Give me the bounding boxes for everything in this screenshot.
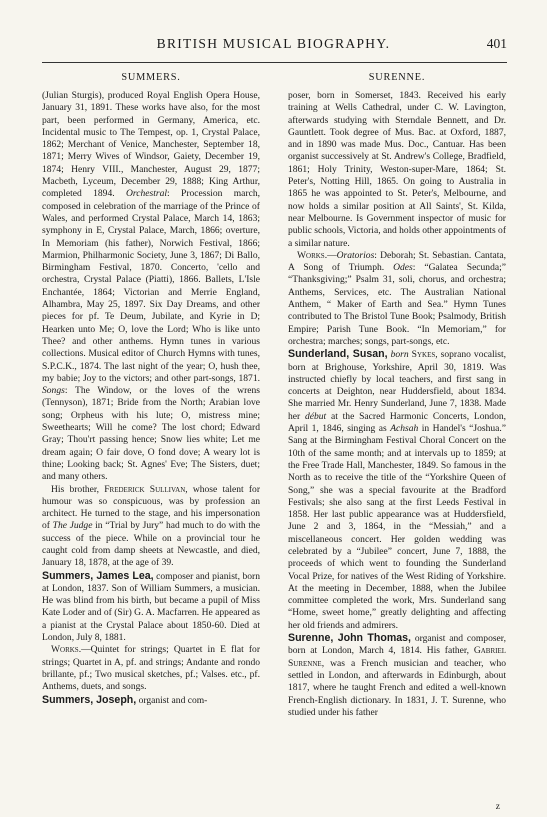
headword-surenne-john-thomas: Surenne, John Thomas, xyxy=(288,632,411,645)
signature-mark: z xyxy=(495,802,500,812)
text-run: : Procession march, composed in celebration of the marriage of the Prince of Wales, and performed Crystal Palace, March 14, 1863; symphony in E, Crystal Palace, March, 1866; overture, In Memoriam (his father), Norwich Festival, 1866; Marmion, Philharmonic Society, June 3, 1867; Di Ballo, Birmingham Festival, 1870. Concerto, 'cello and orchestra, Crystal Palace (Piatti), 1866. Ballets, L'Isle Enchantée, 1864; Victorian and Merrie England, Alhambra, May 25, 1897. Six Day Dreams, and other pieces for pf. Te Deum, Jubilate, and Kyrie in D; Hearken unto Me; O, love the Lord; Who is like unto Thee? and other anthems. Hymn tunes in various collections. Musical editor of Church Hymns with tunes, S.P.C.K., 1874. The last night of the year; O, hush thee, my babie; Joy to the victors; and other part-songs, 1871. xyxy=(42,188,260,384)
entry-sunderland-susan xyxy=(288,348,506,632)
left-column-heading: SUMMERS. xyxy=(121,72,181,83)
text-run: , soprano vocalist, born at Brighouse, Yorkshire, April 30, 1819. Was instructed chiefly by local teachers, and first sang in concerts at Deighton, near Huddersfield, about 1834. She married Mr. Henry Sunderland, June 7, 1838. Made her xyxy=(288,349,506,422)
sykes-name: Sykes xyxy=(411,349,436,361)
text-run: : The Window, or the loves of the wrens (Tennyson), 1871; Bride from the North; Arabian love song; Orpheus with his lute; O, mistress mine; Sweethearts; Will he come? The lost chord; Edward Gray; Thou'rt passing hence; Snow lies white; Let me dream again; O fair dove, O fond dove; A weary lot is thine; Looking back; St. Agnes' Eve; The Sisters, duet; and many others. xyxy=(42,385,260,483)
summers-continued-paragraph xyxy=(42,90,260,484)
right-column xyxy=(288,71,506,719)
headword-sunderland-susan: Sunderland, Susan, xyxy=(288,348,388,361)
right-column-heading: SURENNE. xyxy=(368,72,426,83)
achsah-role: Achsah xyxy=(390,423,419,435)
page-number: 401 xyxy=(486,36,507,51)
entry-text: composer and pianist, born at London, 1837. Son of William Summers, a musician. He was blind from his birth, but became a pupil of Miss Kate Loder and of (Sir) G. A. Macfarren. He appeared as a pianist at the Crystal Palace about 1850-60. Died at London, July 8, 1881. xyxy=(42,570,261,644)
works-text: .—Quintet for strings; Quartet in E flat for strings; Quartet in A, pf. and strings; Andante and rondo brillante, pf.; Two musical sketches, pf.; Valses. etc., pf. Anthems, duets, and songs. xyxy=(42,644,260,693)
works-label: Works xyxy=(51,644,79,656)
text-run: .— xyxy=(324,249,337,261)
orchestral-label: Orchestral xyxy=(125,188,167,200)
songs-label: Songs xyxy=(42,385,65,397)
debut-word: début xyxy=(304,410,327,422)
entry-summers-james-lea xyxy=(42,570,260,645)
summers-joseph-continued xyxy=(288,90,506,250)
text-run: organist and composer, born at London, March 4, 1814. His father, xyxy=(288,633,506,657)
entry-surenne-john-thomas xyxy=(288,632,506,719)
works-label: Works xyxy=(297,249,325,261)
text-run: : “Galatea Secunda;” “Thanksgiving;” Psalm 31, soli, chorus, and orchestra; Anthems, Services, etc. The Australian National Anthem, “ Maker of Earth and Sea.” Hymn Tunes contributed to The Bristol Tune Book; Psalmody, British Empire; Parish Tune Book. “In Memoriam,” for orchestra; marches; songs, part-songs, etc. xyxy=(288,262,506,347)
text-run: poser, born in Somerset, 1843. Received his early training at Wells Cathedral, under C. W. Lavington, afterwards studying with Sterndale Bennett, and Dr. Gauntlett. Took degree of Mus. Bac. at Oxford, 1887, and in 1890 was made Mus. Doc., Cantuar. Has been organist successively at St. Andrew's College, Bradfield, 1861; Holy Trinity, Weston-super-Mare, 1864; St. Peter's, Notting Hill, 1865. On going to Australia in 1865 he was appointed to St. Peter's, Melbourne, and now holds a similar position at All Saints', St. Kilda, near Melbourne. Is Government inspector of music for public schools, Victoria, and holds other appointments of a similar nature. xyxy=(288,90,506,249)
entry-summers-joseph xyxy=(42,694,260,707)
headword-summers-joseph: Summers, Joseph, xyxy=(42,693,137,706)
text-run: at the Sacred Harmonic Concerts, London, April 1, 1846, singing as xyxy=(288,410,507,435)
oratorios-label: Oratorios xyxy=(336,249,375,261)
running-title: BRITISH MUSICAL BIOGRAPHY. xyxy=(156,36,391,51)
headword-summers-james-lea: Summers, James Lea, xyxy=(42,569,154,582)
text-run: , was a French musician and teacher, who settled in London, and afterwards in Edinburgh, about 1817, where he taught French and edited a well-known French-English dictionary. In 1831, J. T. Surenne, who studied under his father xyxy=(288,657,506,718)
frederick-sullivan-paragraph xyxy=(42,484,260,570)
the-judge-role: The Judge xyxy=(52,520,93,532)
text-run: in “Trial by Jury” had much to do with the success of the piece. While on a provincial tour he caught cold from damp sheets at Newcastle, and died, January 18, 1878, at the age of 39. xyxy=(42,520,260,569)
summers-james-lea-works xyxy=(42,644,260,693)
text-run: in Handel's “Joshua.” Sang at the Birmingham Festival Choral Concert on the 10th of the same month; and at intervals up to 1859; at the Free Trade Hall, Manchester, 1849. So famous in the North as to receive the title of the “Yorkshire Queen of Song,” she was a special favourite at the Bradford Festivals; she also sang at the first Leeds Festival in 1858. Her last public appearance was at Huddersfield, June 2 and 3, 1864, in the “Messiah,” and a miscellaneous concert. Her golden wedding was celebrated by a “Jubilee” concert, June 7, 1888, the proceeds of which went to founding the Sunderland Vocal Prize, for natives of the West Riding of Yorkshire. At the meeting in December, 1888, when the Jubilee committee completed the work, Mrs. Sunderland sang “Home, sweet home,” greatly delighting and affecting her old friends and admirers. xyxy=(288,423,506,631)
born-label: born xyxy=(390,349,409,361)
gabriel-surenne-name: Gabriel Surenne xyxy=(288,645,506,669)
text-run: : Deborah; St. Sebastian. Cantata, A Song of Triumph. xyxy=(288,249,506,274)
odes-label: Odes xyxy=(393,262,413,274)
left-column xyxy=(42,71,260,707)
text-run: His brother, xyxy=(51,483,105,495)
entry-text: organist and com- xyxy=(136,694,208,706)
header-rule xyxy=(42,62,507,63)
text-run: , whose talent for humour was so conspicuous, was by profession an architect. He turned to the stage, and his impersonation of xyxy=(42,483,261,532)
summers-joseph-works xyxy=(288,250,506,348)
text-run: (Julian Sturgis), produced Royal English Opera House, January 31, 1891. These works have also, for the most part, been performed in Germany, America, etc. Incidental music to The Tempest, op. 1, Crystal Palace, 1862; Merchant of Venice, Manchester, September 18, 1871; Merry Wives of Windsor, Gaiety, December 19, 1874; Henry VIII., Manchester, August 29, 1877; Macbeth, Lyceum, December 29, 1888; King Arthur, completed 1894. xyxy=(42,90,260,200)
frederick-sullivan-name: Frederick Sullivan xyxy=(104,483,186,495)
